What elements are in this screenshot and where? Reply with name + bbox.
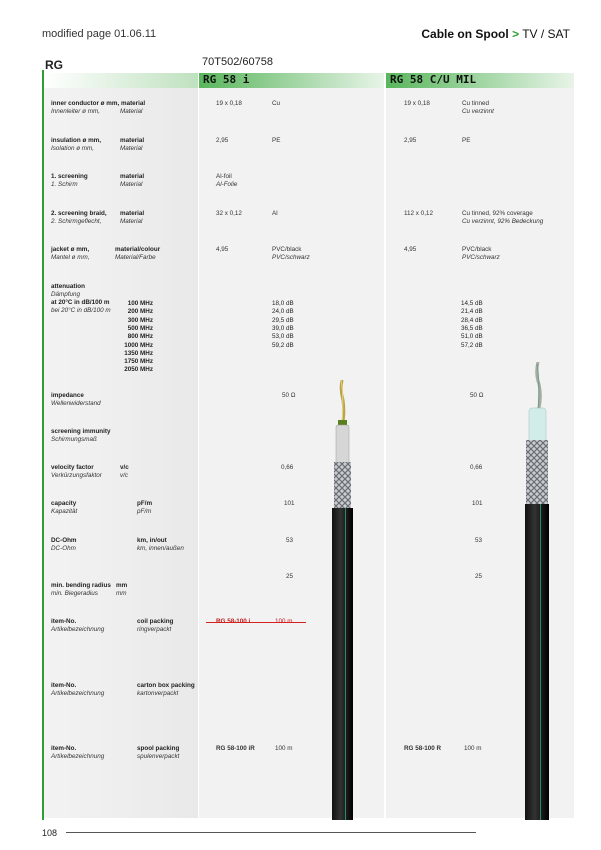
screening1-material-left-de: Al-Folie — [216, 181, 238, 188]
attenuation-frequency: 1350 MHz — [124, 349, 153, 357]
item-spool-right: RG 58-100 R — [404, 745, 442, 752]
title-subcategory: TV / SAT — [522, 27, 570, 41]
product-header-left — [199, 73, 384, 88]
row-screening2-label: 2. screening braid, material 2. Schirmgeflecht, Material — [51, 210, 145, 225]
insulation-value-left: 2,95 — [216, 137, 229, 144]
item-spool-length-left: 100 m — [275, 745, 293, 752]
row-attenuation-label: attenuation Dämpfung at 20°C in dB/100 m bei 20°C in dB/100 m — [51, 283, 111, 314]
attenuation-frequency: 2050 MHz — [124, 366, 153, 374]
title-category: Cable on Spool — [421, 27, 509, 41]
row-item-coil-label: item-No. coil packing Artikelbezeichnung ringverpackt — [51, 618, 174, 633]
product-name-left: RG 58 i — [203, 73, 250, 86]
insulation-material-right: PE — [462, 137, 471, 144]
cable-illustration-right — [516, 362, 566, 820]
row-item-carton-label: item-No. carton box packing Artikelbezeichnung kartonverpackt — [51, 682, 195, 697]
attenuation-value-left: 59,2 dB — [272, 341, 294, 349]
jacket-value-left: 4,95 — [216, 246, 229, 253]
strikethrough-line — [206, 622, 306, 623]
row-insulation-label: insulation ø mm, material Isolation ø mm, Material — [51, 137, 145, 152]
cable-illustration-left — [318, 380, 368, 820]
row-capacity-label: capacity pF/m Kapazität pF/m — [51, 500, 153, 515]
screening2-material-right: Cu tinned, 92% coverage — [462, 210, 533, 217]
attenuation-frequency: 300 MHz — [127, 316, 153, 324]
velocity-left: 0,66 — [281, 464, 294, 471]
jacket-material-left-de: PVC/schwarz — [272, 254, 310, 261]
attenuation-value-right: 21,4 dB — [461, 308, 483, 316]
attenuation-frequency: 100 MHz — [127, 300, 153, 307]
jacket-material-left: PVC/black — [272, 246, 302, 253]
item-spool-left: RG 58-100 iR — [216, 745, 255, 752]
attenuation-frequency: 800 MHz — [127, 333, 153, 341]
product-name-right: RG 58 C/U MIL — [390, 73, 477, 86]
row-bending-label: min. bending radius mm min. Biegeradius mm — [51, 582, 128, 597]
row-impedance-label: impedance Wellenwiderstand — [51, 392, 101, 407]
row-velocity-label: velocity factor v/c Verkürzungsfaktor v/c — [51, 464, 129, 479]
attenuation-value-right: 57,2 dB — [461, 341, 483, 349]
inner-material-left: Cu — [272, 100, 281, 107]
insulation-material-left: PE — [272, 137, 281, 144]
row-jacket-label: jacket ø mm, material/colour Mantel ø mm, Material/Farbe — [51, 246, 161, 261]
attenuation-frequency: 200 MHz — [127, 308, 153, 316]
capacity-left: 101 — [284, 500, 295, 507]
dcohm-right: 53 — [475, 537, 483, 544]
attenuation-value-right: 36,5 dB — [461, 324, 483, 332]
capacity-right: 101 — [472, 500, 483, 507]
attenuation-frequency: 1000 MHz — [124, 341, 153, 349]
row-screening1-label: 1. screening material 1. Schirm Material — [51, 173, 145, 188]
screening2-material-left: Al — [272, 210, 278, 217]
page-number: 108 — [42, 828, 58, 838]
item-spool-length-right: 100 m — [464, 745, 482, 752]
attenuation-value-left: 53,0 dB — [272, 333, 294, 341]
modified-note: modified page 01.06.11 — [42, 28, 157, 40]
section-title: RG — [45, 58, 63, 72]
title-separator: > — [512, 27, 520, 41]
screening2-value-right: 112 x 0,12 — [404, 210, 433, 217]
bending-right: 25 — [475, 573, 483, 580]
inner-material-right: Cu tinned — [462, 100, 489, 107]
impedance-left: 50 Ω — [282, 392, 296, 399]
label-column — [44, 88, 198, 818]
page-title — [421, 27, 570, 41]
label-header-band — [44, 73, 198, 88]
row-immunity-label: screening immunity Schirmungsmaß — [51, 428, 111, 443]
row-inner-conductor-label: inner conductor ø mm, material Innenleiter ø mm, Material — [51, 100, 146, 115]
jacket-material-right-de: PVC/schwarz — [462, 254, 500, 261]
row-dcohm-label: DC-Ohm km, in/out DC-Ohm km, innen/außen — [51, 537, 184, 552]
dcohm-left: 53 — [286, 537, 294, 544]
product-header-right — [386, 73, 574, 88]
inner-value-left: 19 x 0,18 — [216, 100, 242, 107]
footer-rule — [66, 832, 476, 833]
jacket-value-right: 4,95 — [404, 246, 417, 253]
attenuation-value-left: 18,0 dB — [272, 300, 294, 307]
attenuation-value-left: 24,0 dB — [272, 308, 294, 316]
attenuation-frequency: 500 MHz — [127, 324, 153, 332]
insulation-value-right: 2,95 — [404, 137, 417, 144]
bending-left: 25 — [286, 573, 294, 580]
screening1-material-left: Al-foil — [216, 173, 232, 180]
accent-rule — [42, 70, 44, 820]
velocity-right: 0,66 — [470, 464, 483, 471]
inner-material-right-de: Cu verzinnt — [462, 108, 494, 115]
attenuation-frequency: 1750 MHz — [124, 358, 153, 366]
attenuation-value-right: 28,4 dB — [461, 316, 483, 324]
jacket-material-right: PVC/black — [462, 246, 492, 253]
attenuation-value-left: 29,5 dB — [272, 316, 294, 324]
screening2-value-left: 32 x 0,12 — [216, 210, 242, 217]
attenuation-value-left: 39,0 dB — [272, 324, 294, 332]
article-code: 70T502/60758 — [202, 56, 273, 68]
row-item-spool-label: item-No. spool packing Artikelbezeichnung spulenverpackt — [51, 745, 180, 760]
attenuation-value-right: 51,0 dB — [461, 333, 483, 341]
attenuation-value-right: 14,5 dB — [461, 300, 483, 307]
inner-value-right: 19 x 0,18 — [404, 100, 430, 107]
impedance-right: 50 Ω — [470, 392, 484, 399]
screening2-material-right-de: Cu verzinnt, 92% Bedeckung — [462, 218, 544, 225]
